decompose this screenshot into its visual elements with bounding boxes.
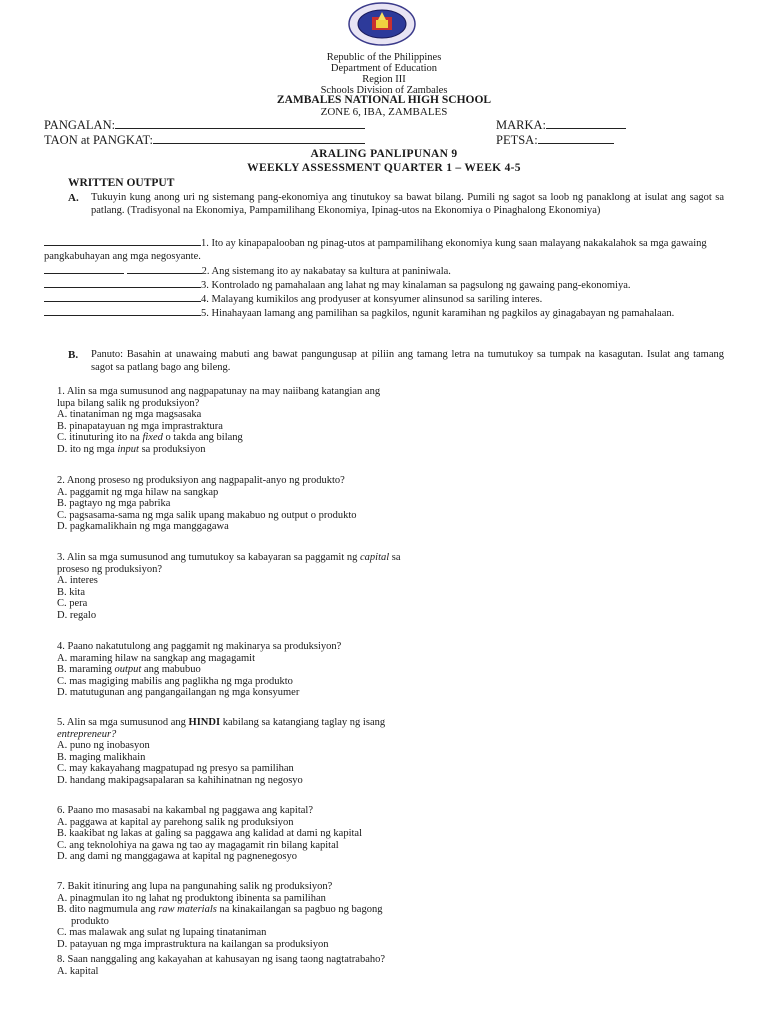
marka-label: MARKA: — [496, 118, 547, 132]
question-3 — [57, 552, 401, 621]
taon-field[interactable] — [44, 133, 365, 148]
item-text: 2. Ang sistemang ito ay nakabatay sa kultura at paniniwala. — [201, 266, 451, 277]
marka-blank[interactable] — [546, 118, 626, 129]
choice[interactable]: D. patayuan ng mga imprastruktura na kailangan sa produksiyon — [57, 938, 329, 950]
answer-blank[interactable] — [44, 264, 124, 274]
choice[interactable]: A. puno ng inobasyon — [57, 740, 150, 751]
question-2 — [57, 475, 357, 533]
question-4 — [57, 641, 341, 699]
petsa-field[interactable] — [496, 133, 614, 148]
deped-seal-logo — [347, 2, 417, 46]
choice[interactable]: D. ang dami ng manggagawa at kapital ng pagnenegosyo — [57, 851, 297, 862]
item-text: 1. Ito ay kinapapalooban ng pinag-utos at pampamilihang ekonomiya kung saan malayang nakakalahok sa mga gawaing pangkabuhayan ang mga negosyante. — [44, 238, 707, 262]
choice[interactable]: A. tinataniman ng mga magsasaka — [57, 409, 202, 420]
pangalan-field[interactable] — [44, 118, 365, 133]
part-a-item — [44, 292, 542, 306]
petsa-label: PETSA: — [496, 133, 538, 147]
answer-blank[interactable] — [44, 278, 201, 288]
part-a-label: A. — [68, 192, 79, 204]
choice[interactable]: A. maraming hilaw na sangkap ang magagamit — [57, 652, 255, 664]
question-stem: 7. Bakit itinuring ang lupa na pangunahing salik ng produksiyon? — [57, 881, 333, 892]
assessment-title: WEEKLY ASSESSMENT QUARTER 1 – WEEK 4-5 — [247, 162, 521, 174]
choice[interactable]: D. regalo — [57, 609, 97, 621]
part-a-item — [44, 278, 631, 292]
question-stem: 8. Saan nanggaling ang kakayahan at kahusayan ng isang taong nagtatrabaho? — [57, 954, 386, 965]
choice[interactable]: C. ang teknolohiya na gawa ng tao ay magagamit rin bilang kapital — [57, 839, 339, 851]
taon-blank[interactable] — [153, 133, 365, 144]
subject-title: ARALING PANLIPUNAN 9 — [310, 148, 458, 160]
answer-blank[interactable] — [127, 264, 202, 274]
part-b-instructions: Panuto: Basahin at unawaing mabuti ang bawat pangungusap at piliin ang tamang letra na tumutukoy sa tumpak na kasagutan. Isulat ang tamang sagot sa patlang bago ang bileng. — [91, 349, 724, 373]
part-a-item — [44, 236, 724, 263]
question-5 — [57, 717, 385, 786]
choice[interactable]: C. may kakayahang magpatupad ng presyo sa pamilihan — [57, 763, 294, 774]
question-stem: 1. Alin sa mga sumusunod ang nagpapatunay na may naiibang katangian ang — [57, 386, 381, 397]
answer-blank[interactable] — [44, 306, 201, 316]
answer-blank[interactable] — [44, 236, 201, 246]
part-a-item — [44, 306, 724, 320]
part-b-label: B. — [68, 349, 79, 361]
question-1 — [57, 386, 497, 455]
item-text: 4. Malayang kumikilos ang prodyuser at konsyumer alinsunod sa sariling interes. — [201, 294, 543, 305]
question-stem: proseso ng produksiyon? — [57, 563, 162, 575]
choice[interactable]: B. pagtayo ng mga pabrika — [57, 498, 171, 509]
choice[interactable]: A. paggamit ng mga hilaw na sangkap — [57, 486, 219, 498]
division-line: Schools Division of Zambales — [320, 85, 448, 96]
marka-field[interactable] — [496, 118, 626, 133]
choice[interactable]: B. kita — [57, 586, 85, 598]
question-stem: entrepreneur? — [57, 728, 117, 740]
choice[interactable]: D. matutugunan ang pangangailangan ng mga konsyumer — [57, 687, 300, 698]
choice[interactable]: B. maging malikhain — [57, 751, 146, 763]
choice[interactable]: C. mas malawak ang sulat ng lupaing tinataniman — [57, 927, 267, 938]
part-a-instructions: Tukuyin kung anong uri ng sistemang pang-ekonomiya ang tinutukoy sa bawat bilang. Pumili ng sagot sa loob ng panaklong at isulat ang sagot sa patlang. (Tradisyonal na Ekonomiya, Pampamilihang Ekonomiya, Ipinag-utos na Ekonomiya o Pinaghalong Ekonomiya) — [91, 192, 724, 216]
school-name: ZAMBALES NATIONAL HIGH SCHOOL — [276, 94, 492, 106]
question-stem: lupa bilang salik ng produksiyon? — [57, 397, 200, 409]
choice[interactable]: D. ito ng mga input sa produksiyon — [57, 443, 206, 455]
choice[interactable]: C. mas magiging mabilis ang paglikha ng mga produkto — [57, 675, 293, 687]
choice[interactable]: D. pagkamalikhain ng mga manggagawa — [57, 521, 229, 532]
question-stem: 3. Alin sa mga sumusunod ang tumutukoy sa kabayaran sa paggamit ng capital sa — [57, 552, 401, 563]
question-7 — [57, 881, 382, 950]
question-stem: 5. Alin sa mga sumusunod ang HINDI kabilang sa katangiang taglay ng isang — [57, 717, 386, 728]
item-text: 5. Hinahayaan lamang ang pamilihan sa pagkilos, ngunit karamihan ng pagkilos ay ginagabayan ng pamahalaan. — [201, 308, 675, 319]
written-output-heading: WRITTEN OUTPUT — [68, 177, 175, 189]
part-a-item — [44, 264, 451, 278]
region-line: Region III — [362, 74, 406, 85]
question-6 — [57, 805, 362, 863]
school-address: ZONE 6, IBA, ZAMBALES — [320, 106, 448, 118]
question-stem: 4. Paano nakatutulong ang paggamit ng makinarya sa produksiyon? — [57, 641, 342, 652]
choice[interactable]: C. pera — [57, 598, 88, 609]
choice[interactable]: B. pinapatayuan ng mga imprastraktura — [57, 420, 223, 432]
choice[interactable]: A. interes — [57, 575, 98, 586]
choice[interactable]: B. kaakibat ng lakas at galing sa paggawa ang kalidad at dami ng kapital — [57, 828, 362, 839]
item-text: 3. Kontrolado ng pamahalaan ang lahat ng may kinalaman sa pagsulong ng gawaing pang-ekonomiya. — [201, 280, 631, 291]
department-line: Department of Education — [330, 63, 438, 74]
pangalan-blank[interactable] — [115, 118, 365, 129]
choice[interactable]: A. paggawa at kapital ay parehong salik ng produksiyon — [57, 816, 294, 828]
question-stem: 6. Paano mo masasabi na kakambal ng paggawa ang kapital? — [57, 805, 313, 816]
choice[interactable]: D. handang makipagsapalaran sa kahihinatnan ng negosyo — [57, 774, 303, 786]
republic-line: Republic of the Philippines — [326, 52, 442, 63]
choice-continuation: produkto — [71, 915, 109, 927]
choice[interactable]: C. pagsasama-sama ng mga salik upang makabuo ng output o produkto — [57, 509, 357, 521]
choice[interactable]: A. kapital — [57, 965, 99, 977]
choice[interactable]: C. itinuturing ito na fixed o takda ang bilang — [57, 432, 243, 443]
pangalan-label: PANGALAN: — [44, 118, 116, 132]
taon-label: TAON at PANGKAT: — [44, 133, 154, 147]
choice[interactable]: A. pinagmulan ito ng lahat ng produktong ibinenta sa pamilihan — [57, 892, 326, 904]
answer-blank[interactable] — [44, 292, 201, 302]
question-8 — [57, 954, 385, 977]
petsa-blank[interactable] — [538, 133, 614, 144]
choice[interactable]: B. dito nagmumula ang raw materials na kinakailangan sa pagbuo ng bagong — [57, 904, 383, 915]
question-stem: 2. Anong proseso ng produksiyon ang nagpapalit-anyo ng produkto? — [57, 475, 345, 486]
choice[interactable]: B. maraming output ang mabubuo — [57, 664, 201, 675]
